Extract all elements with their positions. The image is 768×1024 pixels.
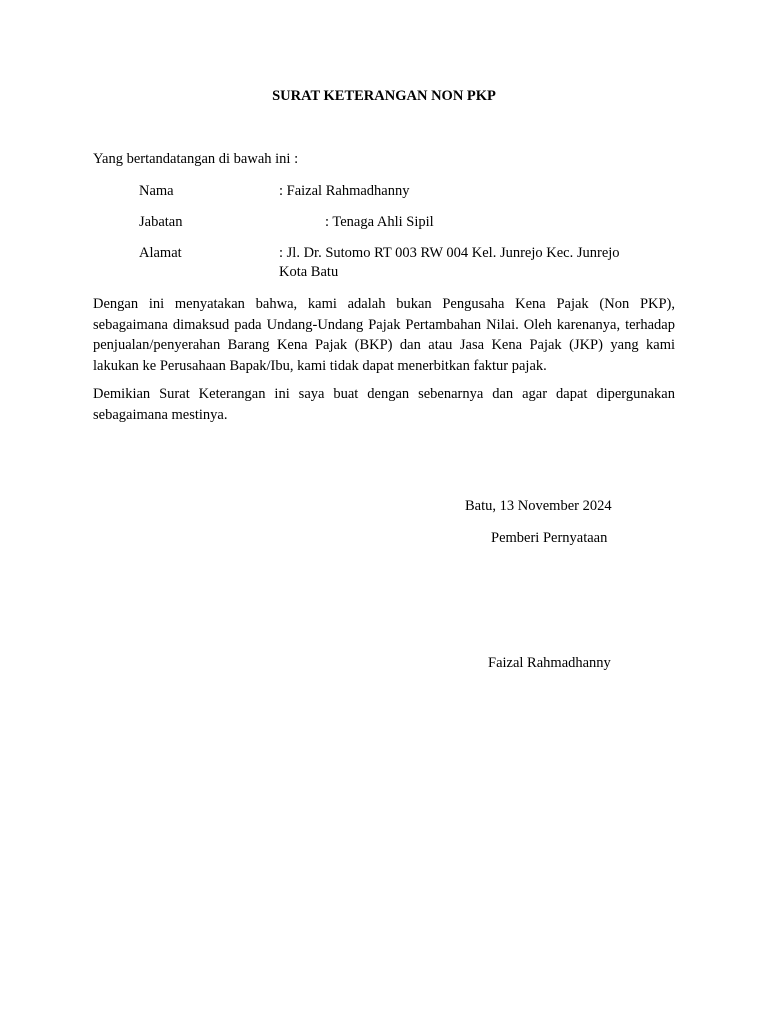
- closing-paragraph: Demikian Surat Keterangan ini saya buat dengan sebenarnya dan agar dapat dipergunakan sebagaimana mestinya.: [93, 386, 675, 423]
- position-label: Jabatan: [139, 214, 183, 230]
- signer-name: Faizal Rahmadhanny: [488, 655, 611, 671]
- address-value-line1: : Jl. Dr. Sutomo RT 003 RW 004 Kel. Junrejo Kec. Junrejo: [279, 245, 620, 261]
- address-label: Alamat: [139, 245, 182, 261]
- name-value: : Faizal Rahmadhanny: [279, 183, 410, 199]
- document-title: SURAT KETERANGAN NON PKP: [272, 88, 496, 104]
- intro-text: Yang bertandatangan di bawah ini :: [93, 151, 299, 167]
- place-date: Batu, 13 November 2024: [465, 498, 612, 514]
- position-value: : Tenaga Ahli Sipil: [325, 214, 434, 230]
- address-value-line2: Kota Batu: [279, 264, 339, 280]
- name-label: Nama: [139, 183, 174, 199]
- signer-title: Pemberi Pernyataan: [491, 530, 608, 546]
- statement-paragraph: Dengan ini menyatakan bahwa, kami adalah bukan Pengusaha Kena Pajak (Non PKP), sebagaimana dimaksud pada Undang-Undang Pajak Pertambahan Nilai. Oleh karenanya, terhadap penjualan/penyerahan Barang Kena Pajak (BKP) dan atau Jasa Kena Pajak (JKP) yang kami lakukan ke Perusahaan Bapak/Ibu, kami tidak dapat menerbitkan faktur pajak.: [93, 296, 675, 374]
